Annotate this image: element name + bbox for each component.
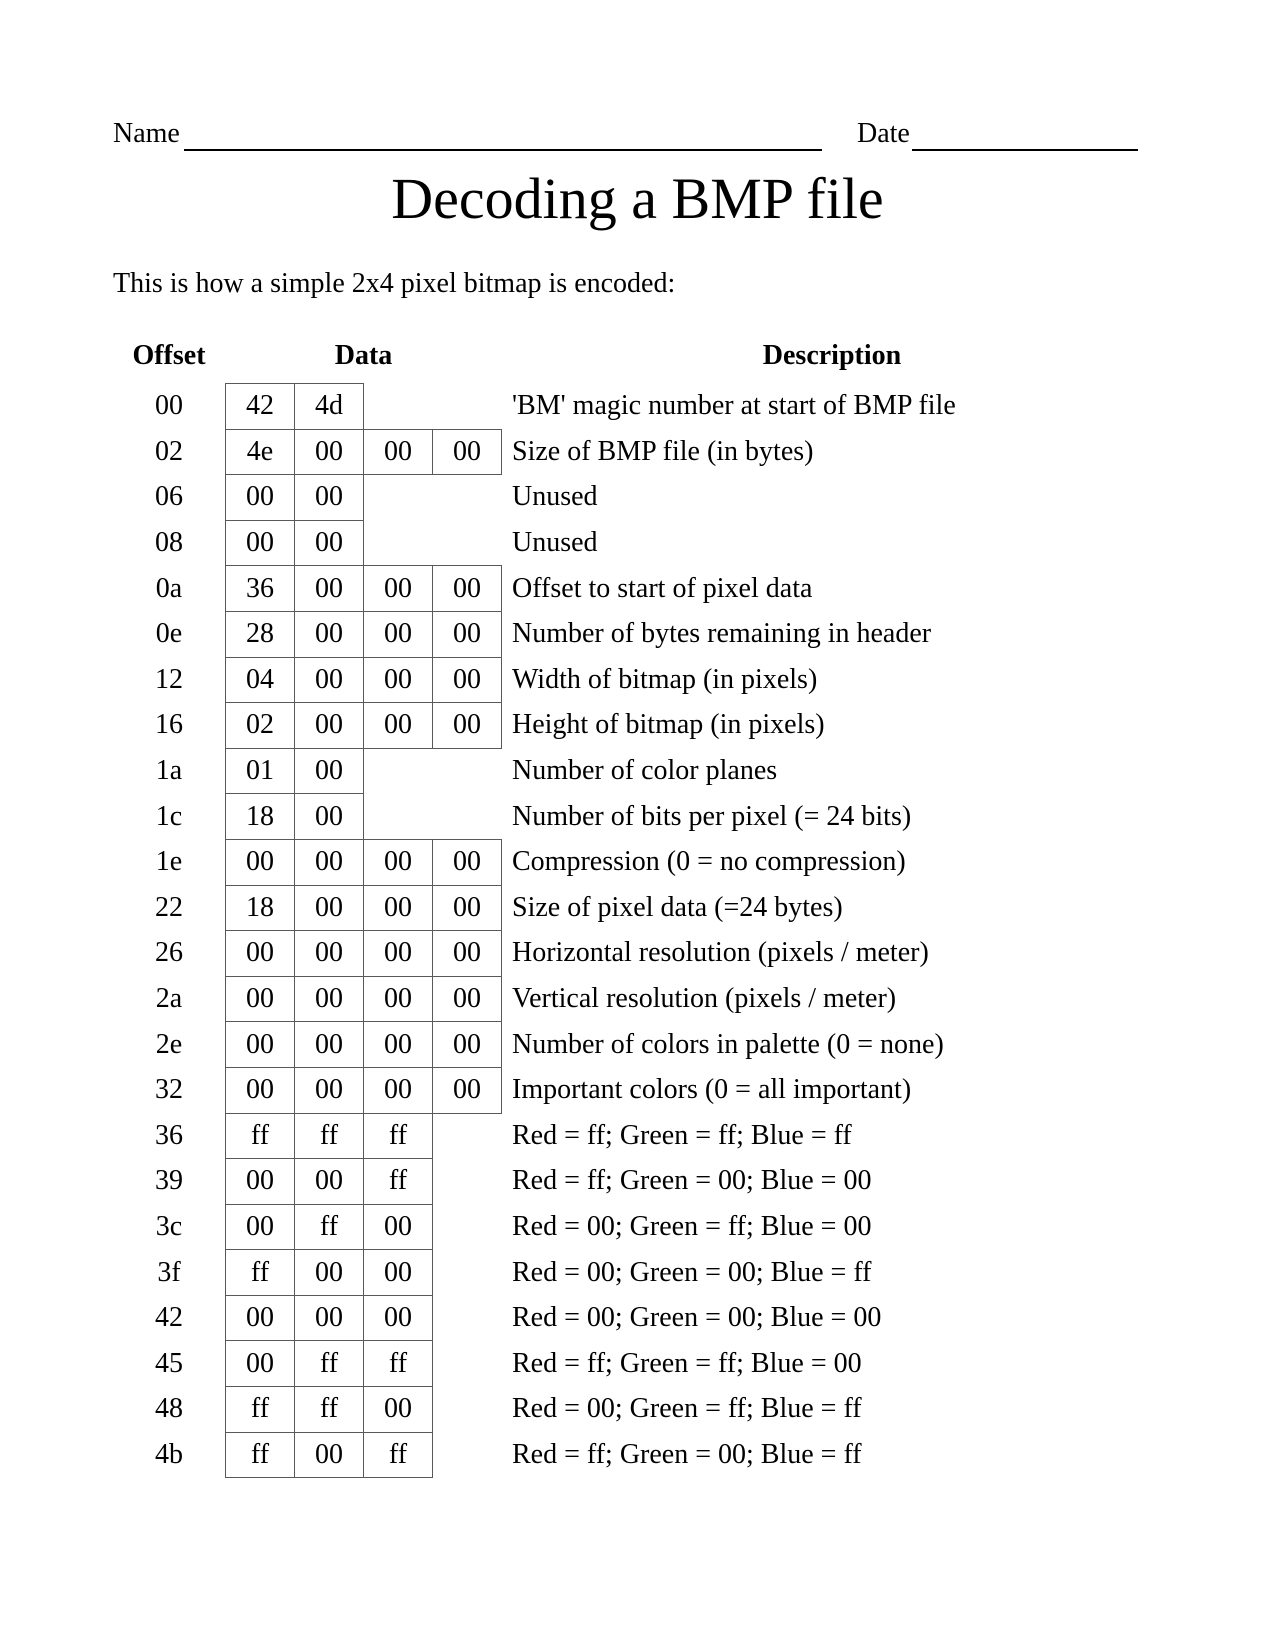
byte-cell: ff bbox=[363, 1113, 433, 1160]
description-cell: Compression (0 = no compression) bbox=[512, 846, 906, 878]
description-cell: Offset to start of pixel data bbox=[512, 572, 813, 604]
byte-cell: 4d bbox=[294, 383, 364, 430]
table-row bbox=[0, 1386, 1275, 1433]
byte-cell: 00 bbox=[294, 930, 364, 977]
description-cell: Width of bitmap (in pixels) bbox=[512, 663, 818, 695]
byte-cells bbox=[225, 793, 364, 840]
byte-cell: 36 bbox=[225, 565, 295, 612]
offset-cell: 36 bbox=[155, 1119, 183, 1151]
byte-cell: 00 bbox=[363, 611, 433, 658]
byte-cell: 00 bbox=[363, 885, 433, 932]
byte-cell: ff bbox=[225, 1249, 295, 1296]
table-row bbox=[0, 1067, 1275, 1114]
description-cell: Number of bytes remaining in header bbox=[512, 618, 932, 650]
byte-cells bbox=[225, 1432, 433, 1479]
byte-cell: 00 bbox=[294, 657, 364, 704]
description-cell: Important colors (0 = all important) bbox=[512, 1074, 912, 1106]
intro-text: This is how a simple 2x4 pixel bitmap is encoded: bbox=[113, 268, 676, 299]
byte-cell: 00 bbox=[294, 429, 364, 476]
table-row bbox=[0, 565, 1275, 612]
offset-cell: 42 bbox=[155, 1302, 183, 1334]
table-row bbox=[0, 1113, 1275, 1160]
byte-cell: 00 bbox=[432, 702, 502, 749]
byte-cell: 00 bbox=[294, 611, 364, 658]
description-cell: Red = ff; Green = ff; Blue = 00 bbox=[512, 1347, 862, 1379]
byte-cell: 00 bbox=[363, 1067, 433, 1114]
table-row bbox=[0, 1340, 1275, 1387]
description-cell: Horizontal resolution (pixels / meter) bbox=[512, 937, 929, 969]
byte-cell: 00 bbox=[294, 1432, 364, 1479]
byte-cell: 00 bbox=[294, 748, 364, 795]
byte-cell: 00 bbox=[363, 429, 433, 476]
offset-cell: 39 bbox=[155, 1165, 183, 1197]
description-cell: Red = 00; Green = 00; Blue = 00 bbox=[512, 1302, 882, 1334]
table-row bbox=[0, 611, 1275, 658]
byte-cell: ff bbox=[294, 1340, 364, 1387]
byte-cell: 00 bbox=[225, 1067, 295, 1114]
byte-cell: 02 bbox=[225, 702, 295, 749]
byte-cells bbox=[225, 702, 502, 749]
date-label: Date bbox=[857, 118, 910, 149]
offset-cell: 48 bbox=[155, 1393, 183, 1425]
byte-cell: 00 bbox=[294, 1067, 364, 1114]
offset-cell: 1a bbox=[155, 755, 183, 787]
byte-cell: 00 bbox=[294, 839, 364, 886]
byte-cell: 00 bbox=[432, 885, 502, 932]
byte-cell: ff bbox=[363, 1340, 433, 1387]
offset-cell: 2a bbox=[155, 983, 183, 1015]
byte-cell: 00 bbox=[432, 611, 502, 658]
byte-cell: 00 bbox=[432, 657, 502, 704]
byte-cell: 00 bbox=[294, 1158, 364, 1205]
byte-cell: ff bbox=[225, 1113, 295, 1160]
byte-cell: 00 bbox=[363, 657, 433, 704]
byte-cell: 00 bbox=[225, 930, 295, 977]
byte-cell: 00 bbox=[432, 839, 502, 886]
table-row bbox=[0, 748, 1275, 795]
byte-cell: 00 bbox=[363, 1021, 433, 1068]
table-row bbox=[0, 1432, 1275, 1479]
byte-cells bbox=[225, 1295, 433, 1342]
table-row bbox=[0, 429, 1275, 476]
byte-cells bbox=[225, 885, 502, 932]
byte-cell: 00 bbox=[225, 520, 295, 567]
table-row bbox=[0, 383, 1275, 430]
description-cell: Red = 00; Green = ff; Blue = ff bbox=[512, 1393, 862, 1425]
byte-cells bbox=[225, 930, 502, 977]
byte-cell: 00 bbox=[363, 930, 433, 977]
byte-cell: 00 bbox=[363, 839, 433, 886]
byte-cells bbox=[225, 1158, 433, 1205]
byte-cells bbox=[225, 565, 502, 612]
offset-cell: 00 bbox=[155, 390, 183, 422]
byte-cell: ff bbox=[294, 1386, 364, 1433]
byte-cell: 00 bbox=[363, 976, 433, 1023]
byte-cell: 00 bbox=[225, 1021, 295, 1068]
date-blank-line bbox=[912, 119, 1138, 151]
table-row bbox=[0, 702, 1275, 749]
byte-cell: ff bbox=[294, 1113, 364, 1160]
byte-cell: 00 bbox=[363, 702, 433, 749]
byte-cell: 18 bbox=[225, 885, 295, 932]
table-row bbox=[0, 1204, 1275, 1251]
byte-cell: 00 bbox=[363, 1386, 433, 1433]
byte-cell: 00 bbox=[432, 930, 502, 977]
byte-cell: 00 bbox=[294, 474, 364, 521]
byte-cell: 00 bbox=[225, 474, 295, 521]
byte-cell: 00 bbox=[294, 793, 364, 840]
description-cell: Red = 00; Green = ff; Blue = 00 bbox=[512, 1210, 872, 1242]
description-cell: Red = ff; Green = ff; Blue = ff bbox=[512, 1119, 852, 1151]
byte-cell: 00 bbox=[294, 1295, 364, 1342]
description-cell: Size of pixel data (=24 bytes) bbox=[512, 891, 843, 923]
byte-cell: 00 bbox=[363, 1295, 433, 1342]
offset-cell: 0a bbox=[155, 572, 183, 604]
byte-cells bbox=[225, 383, 364, 430]
offset-cell: 1e bbox=[155, 846, 183, 878]
bmp-hex-table bbox=[0, 383, 1275, 1478]
byte-cells bbox=[225, 657, 502, 704]
byte-cell: 00 bbox=[432, 1067, 502, 1114]
description-cell: Number of color planes bbox=[512, 755, 778, 787]
description-column-header: Description bbox=[762, 340, 902, 371]
offset-cell: 45 bbox=[155, 1347, 183, 1379]
description-cell: Height of bitmap (in pixels) bbox=[512, 709, 825, 741]
offset-cell: 26 bbox=[155, 937, 183, 969]
table-row bbox=[0, 930, 1275, 977]
table-row bbox=[0, 657, 1275, 704]
offset-cell: 1c bbox=[155, 800, 183, 832]
offset-cell: 22 bbox=[155, 891, 183, 923]
table-row bbox=[0, 976, 1275, 1023]
description-cell: Unused bbox=[512, 481, 598, 513]
byte-cell: 04 bbox=[225, 657, 295, 704]
byte-cell: 00 bbox=[432, 429, 502, 476]
offset-cell: 12 bbox=[155, 663, 183, 695]
byte-cell: 00 bbox=[363, 565, 433, 612]
offset-cell: 4b bbox=[155, 1438, 183, 1470]
byte-cell: 42 bbox=[225, 383, 295, 430]
byte-cell: ff bbox=[363, 1158, 433, 1205]
byte-cells bbox=[225, 1021, 502, 1068]
byte-cells bbox=[225, 1249, 433, 1296]
byte-cells bbox=[225, 1067, 502, 1114]
page-title: Decoding a BMP file bbox=[391, 166, 884, 231]
byte-cell: 00 bbox=[225, 1204, 295, 1251]
byte-cells bbox=[225, 474, 364, 521]
offset-cell: 3c bbox=[155, 1210, 183, 1242]
byte-cell: ff bbox=[225, 1432, 295, 1479]
table-row bbox=[0, 839, 1275, 886]
byte-cells bbox=[225, 520, 364, 567]
table-row bbox=[0, 1158, 1275, 1205]
byte-cells bbox=[225, 611, 502, 658]
offset-column-header: Offset bbox=[132, 340, 206, 371]
byte-cell: 00 bbox=[432, 976, 502, 1023]
byte-cell: ff bbox=[363, 1432, 433, 1479]
description-cell: Red = ff; Green = 00; Blue = ff bbox=[512, 1438, 862, 1470]
byte-cells bbox=[225, 1204, 433, 1251]
offset-cell: 2e bbox=[155, 1028, 183, 1060]
description-cell: 'BM' magic number at start of BMP file bbox=[512, 390, 956, 422]
byte-cells bbox=[225, 839, 502, 886]
table-row bbox=[0, 1295, 1275, 1342]
offset-cell: 32 bbox=[155, 1074, 183, 1106]
byte-cell: 00 bbox=[225, 1295, 295, 1342]
table-row bbox=[0, 885, 1275, 932]
table-row bbox=[0, 520, 1275, 567]
byte-cell: 01 bbox=[225, 748, 295, 795]
description-cell: Vertical resolution (pixels / meter) bbox=[512, 983, 897, 1015]
byte-cell: 00 bbox=[225, 976, 295, 1023]
byte-cell: 00 bbox=[294, 1021, 364, 1068]
byte-cell: 00 bbox=[294, 1249, 364, 1296]
byte-cell: 00 bbox=[294, 565, 364, 612]
table-row bbox=[0, 1249, 1275, 1296]
byte-cell: 00 bbox=[294, 885, 364, 932]
byte-cells bbox=[225, 976, 502, 1023]
description-cell: Red = ff; Green = 00; Blue = 00 bbox=[512, 1165, 872, 1197]
byte-cell: 00 bbox=[225, 1158, 295, 1205]
offset-cell: 16 bbox=[155, 709, 183, 741]
byte-cells bbox=[225, 748, 364, 795]
byte-cell: 18 bbox=[225, 793, 295, 840]
table-row bbox=[0, 1021, 1275, 1068]
offset-cell: 0e bbox=[155, 618, 183, 650]
description-cell: Size of BMP file (in bytes) bbox=[512, 435, 814, 467]
byte-cells bbox=[225, 1113, 433, 1160]
name-label: Name bbox=[113, 118, 180, 149]
byte-cell: 00 bbox=[294, 976, 364, 1023]
table-row bbox=[0, 793, 1275, 840]
description-cell: Number of bits per pixel (= 24 bits) bbox=[512, 800, 912, 832]
offset-cell: 06 bbox=[155, 481, 183, 513]
offset-cell: 08 bbox=[155, 527, 183, 559]
byte-cells bbox=[225, 1386, 433, 1433]
data-column-header: Data bbox=[334, 340, 393, 371]
byte-cell: 00 bbox=[225, 1340, 295, 1387]
offset-cell: 3f bbox=[157, 1256, 181, 1288]
byte-cell: 00 bbox=[225, 839, 295, 886]
byte-cell: 00 bbox=[363, 1249, 433, 1296]
byte-cell: 00 bbox=[432, 565, 502, 612]
byte-cell: ff bbox=[294, 1204, 364, 1251]
byte-cell: 00 bbox=[432, 1021, 502, 1068]
byte-cell: 4e bbox=[225, 429, 295, 476]
byte-cell: 00 bbox=[363, 1204, 433, 1251]
byte-cell: 00 bbox=[294, 520, 364, 567]
offset-cell: 02 bbox=[155, 435, 183, 467]
description-cell: Red = 00; Green = 00; Blue = ff bbox=[512, 1256, 872, 1288]
byte-cell: 00 bbox=[294, 702, 364, 749]
byte-cells bbox=[225, 429, 502, 476]
byte-cell: 28 bbox=[225, 611, 295, 658]
byte-cell: ff bbox=[225, 1386, 295, 1433]
description-cell: Number of colors in palette (0 = none) bbox=[512, 1028, 944, 1060]
name-blank-line bbox=[184, 119, 822, 151]
table-row bbox=[0, 474, 1275, 521]
description-cell: Unused bbox=[512, 527, 598, 559]
byte-cells bbox=[225, 1340, 433, 1387]
